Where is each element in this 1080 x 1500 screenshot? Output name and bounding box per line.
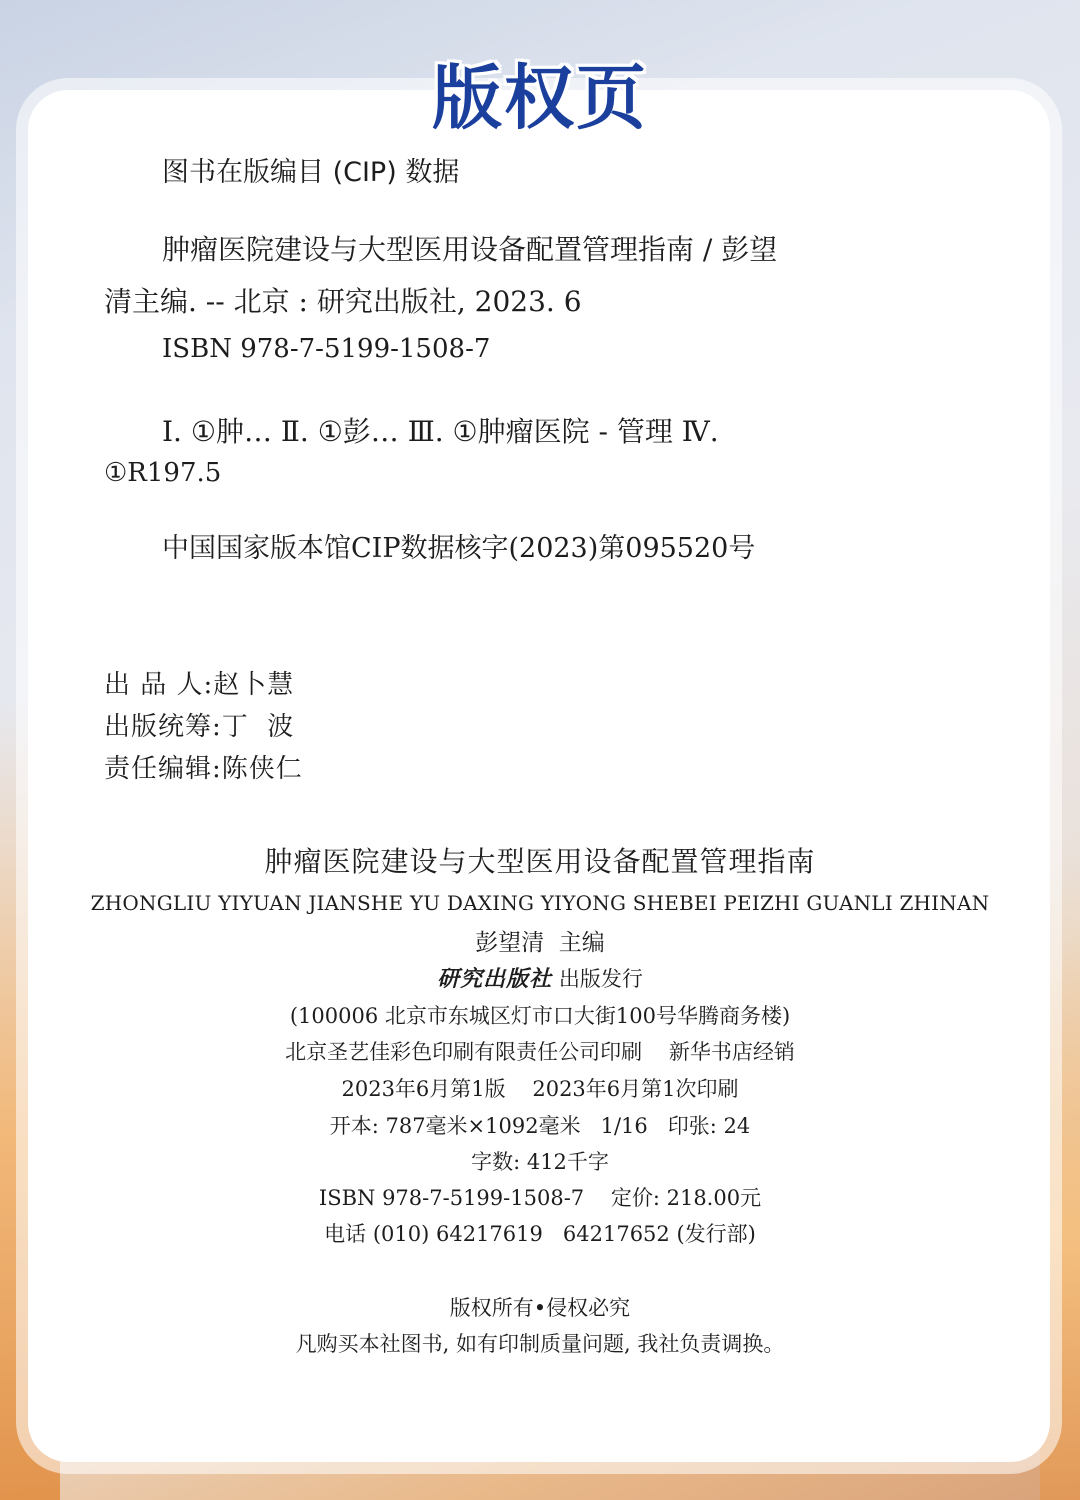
cip-classification-2: ①R197.5 bbox=[104, 458, 222, 488]
credit-role: 出 品 人: bbox=[104, 670, 214, 700]
replacement-notice: 凡购买本社图书, 如有印制质量问题, 我社负责调换。 bbox=[295, 1332, 785, 1356]
phone-info: 电话 (010) 64217619 64217652 (发行部) bbox=[324, 1222, 756, 1246]
cip-line-1: 肿瘤医院建设与大型医用设备配置管理指南 / 彭望 bbox=[162, 233, 778, 266]
publisher-action: 出版发行 bbox=[558, 967, 643, 991]
publisher-logo: 研究出版社 bbox=[437, 966, 553, 992]
cip-classification-1: Ⅰ. ①肿… Ⅱ. ①彭… Ⅲ. ①肿瘤医院 - 管理 Ⅳ. bbox=[162, 415, 719, 448]
credit-row-coordinator bbox=[104, 706, 294, 743]
book-title: 肿瘤医院建设与大型医用设备配置管理指南 bbox=[264, 845, 816, 878]
publisher-line bbox=[0, 962, 1080, 993]
credit-role: 责任编辑: bbox=[104, 754, 222, 784]
format-info: 开本: 787毫米×1092毫米 1/16 印张: 24 bbox=[329, 1114, 751, 1138]
isbn-price: ISBN 978-7-5199-1508-7 定价: 218.00元 bbox=[318, 1186, 762, 1210]
cip-isbn: ISBN 978-7-5199-1508-7 bbox=[162, 334, 491, 364]
credit-name: 丁 波 bbox=[221, 712, 295, 742]
book-editor: 彭望清 主编 bbox=[475, 930, 605, 956]
credit-row-editor bbox=[104, 748, 303, 785]
book-title-pinyin: ZHONGLIU YIYUAN JIANSHE YU DAXING YIYONG SHEBEI PEIZHI GUANLI ZHINAN bbox=[90, 891, 990, 915]
word-count: 字数: 412千字 bbox=[471, 1150, 609, 1174]
credit-name: 赵卜慧 bbox=[213, 670, 295, 700]
copyright-notice: 版权所有•侵权必究 bbox=[449, 1296, 631, 1320]
credit-name: 陈侠仁 bbox=[221, 754, 303, 784]
credit-role: 出版统筹: bbox=[104, 712, 222, 742]
cip-heading: 图书在版编目 (CIP) 数据 bbox=[162, 157, 460, 188]
cip-record-number: 中国国家版本馆CIP数据核字(2023)第095520号 bbox=[162, 533, 756, 564]
cip-line-2: 清主编. -- 北京 : 研究出版社, 2023. 6 bbox=[104, 285, 582, 318]
publisher-address: (100006 北京市东城区灯市口大街100号华腾商务楼) bbox=[289, 1004, 791, 1028]
credit-row-publisher bbox=[104, 664, 294, 701]
edition-info: 2023年6月第1版 2023年6月第1次印刷 bbox=[341, 1077, 739, 1101]
printing-info: 北京圣艺佳彩色印刷有限责任公司印刷 新华书店经销 bbox=[285, 1040, 795, 1064]
page-title: 版权页 bbox=[432, 57, 648, 139]
